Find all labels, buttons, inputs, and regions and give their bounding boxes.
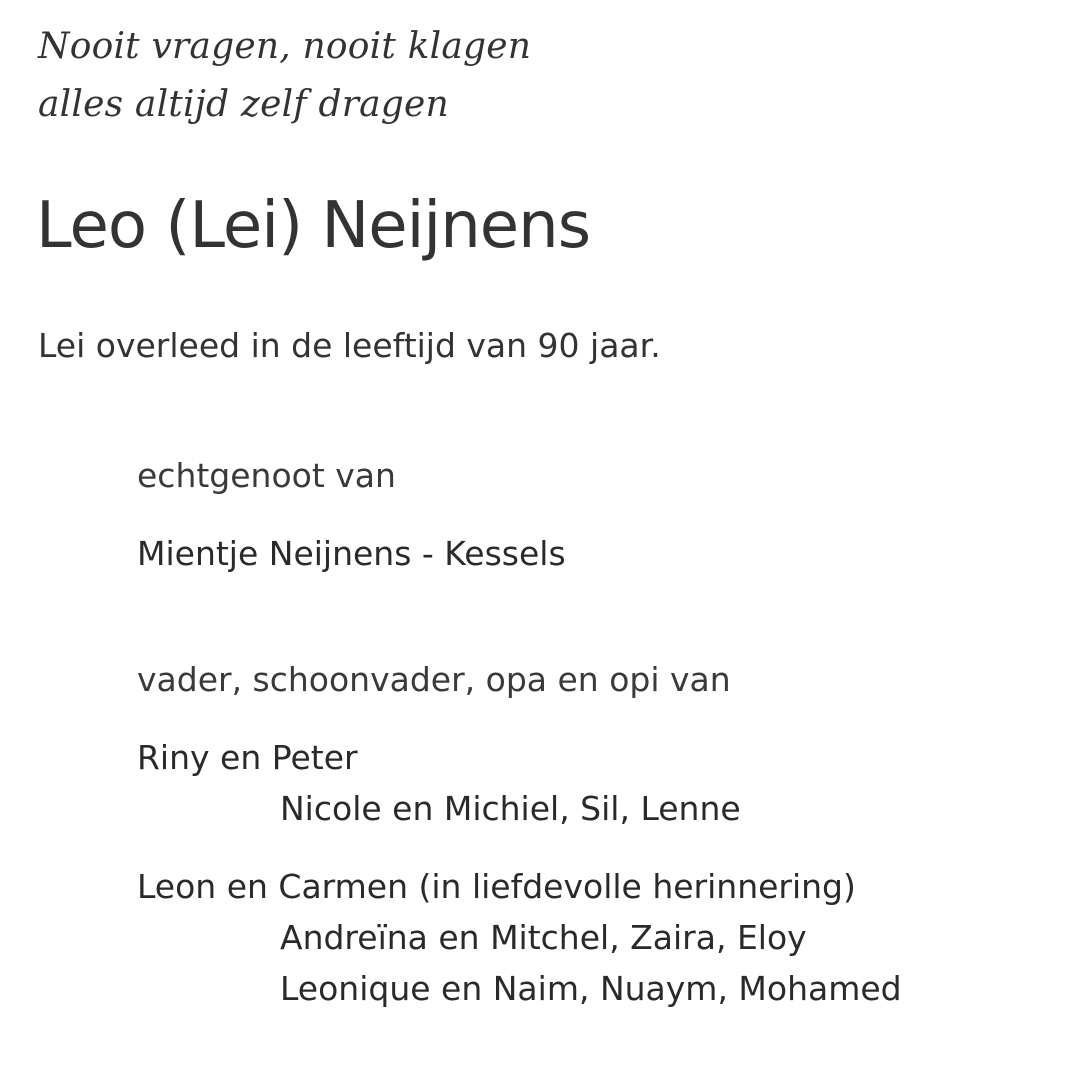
family-group-2-child-2: Leonique en Naim, Nuaym, Mohamed (280, 969, 902, 1008)
motto-line-1: Nooit vragen, nooit klagen (38, 26, 532, 67)
family-group-1-child-1: Nicole en Michiel, Sil, Lenne (280, 789, 741, 828)
spouse-label: echtgenoot van (137, 456, 396, 495)
family-group-2-parents: Leon en Carmen (in liefdevolle herinnering) (137, 867, 856, 906)
family-group-2-child-1: Andreïna en Mitchel, Zaira, Eloy (280, 918, 807, 957)
family-label: vader, schoonvader, opa en opi van (137, 660, 731, 699)
motto (38, 18, 531, 134)
motto-line-2: alles altijd zelf dragen (38, 84, 449, 125)
age-statement: Lei overleed in de leeftijd van 90 jaar. (38, 326, 661, 365)
spouse-name: Mientje Neijnens - Kessels (137, 534, 566, 573)
family-group-1-parents: Riny en Peter (137, 738, 358, 777)
deceased-name: Leo (Lei) Neijnens (36, 189, 591, 263)
